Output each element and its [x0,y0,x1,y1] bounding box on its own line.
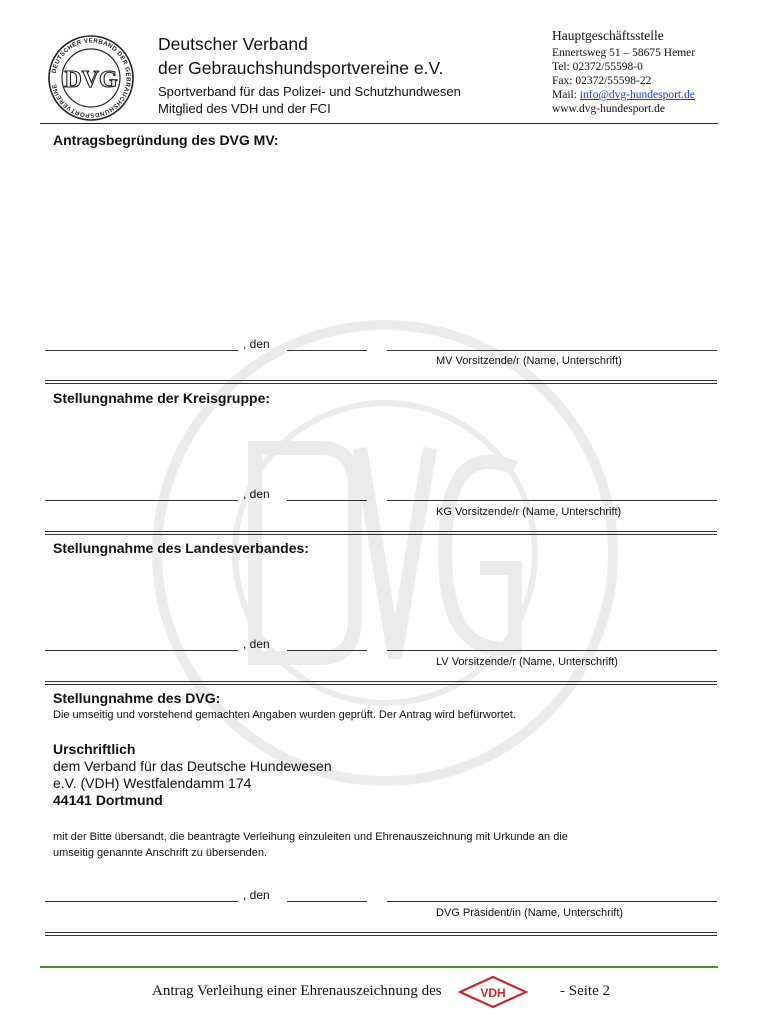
page-number: - Seite 2 [560,983,610,999]
hq-address: Ennertsweg 51 – 58675 Hemer [552,47,696,59]
kg-section-title: Stellungnahme der Kreisgruppe: [53,390,271,406]
footer-rule [40,966,718,968]
dvg-den-label: , den [243,888,270,902]
org-subtitle [158,83,461,117]
kg-section-divider [45,531,717,535]
hq-tel: Tel: 02372/55598-0 [552,61,643,73]
kg-signature-caption: KG Vorsitzende/r (Name, Unterschrift) [436,506,622,518]
vdh-logo [458,975,528,1009]
forwarding-note-line1: mit der Bitte übersandt, die beantragte Verleihung einzuleiten und Ehrenauszeichnung mit Urkunde an die [53,831,568,843]
kg-signature-line[interactable] [387,500,717,501]
dvg-approval-text: Die umseitig und vorstehend gemachten Angaben wurden geprüft. Der Antrag wird befürwortet. [53,709,516,721]
vdh-logo-text: VDH [480,986,506,1000]
dvg-place-line[interactable] [45,901,238,902]
lv-date-line[interactable] [287,650,367,651]
dvg-logo [47,34,135,122]
dvg-signature-caption: DVG Präsident/in (Name, Unterschrift) [436,907,624,919]
hq-title: Hauptgeschäftsstelle [552,28,664,43]
hq-web: www.dvg-hundesport.de [552,103,665,115]
kg-date-line[interactable] [287,500,367,501]
kg-den-label: , den [243,487,270,501]
lv-signature-caption: LV Vorsitzende/r (Name, Unterschrift) [436,656,618,668]
addr-line2: dem Verband für das Deutsche Hundewesen [53,758,332,774]
mv-place-line[interactable] [45,350,238,351]
addr-line1: Urschriftlich [53,741,136,757]
mv-section-title: Antragsbegründung des DVG MV: [53,132,279,148]
logo-ring-text: DEUTSCHER VERBAND DER GEBRAUCHSHUNDSPORTVEREINE [50,37,132,119]
vdh-address-block [53,741,332,809]
lv-place-line[interactable] [45,650,238,651]
dvg-signature-line[interactable] [387,901,717,902]
mv-signature-line[interactable] [387,350,717,351]
org-name [158,32,443,80]
mv-date-line[interactable] [287,350,367,351]
footer-text: Antrag Verleihung einer Ehrenauszeichnung des [152,983,442,999]
org-name-line2: der Gebrauchshundsportvereine e.V. [158,58,444,78]
org-subtitle-line2: Mitglied des VDH und der FCI [158,101,331,116]
hq-mail-row [552,88,695,102]
lv-section-title: Stellungnahme des Landesverbandes: [53,540,309,556]
org-name-line1: Deutscher Verband [158,34,308,54]
forwarding-note [53,829,693,861]
hq-fax: Fax: 02372/55598-22 [552,75,652,87]
addr-line3: e.V. (VDH) Westfalendamm 174 [53,775,252,791]
hq-contact [552,46,695,116]
mv-den-label: , den [243,337,270,351]
dvg-section-divider [45,932,717,936]
hq-mail-label: Mail: [552,89,580,101]
logo-center-text: DVG [64,67,118,93]
forwarding-note-line2: umseitig genannte Anschrift zu übersenden. [53,847,268,859]
dvg-section-title: Stellungnahme des DVG: [53,690,221,706]
lv-den-label: , den [243,637,270,651]
org-subtitle-line1: Sportverband für das Polizei- und Schutzhundwesen [158,84,461,99]
header-rule [40,123,718,124]
lv-signature-line[interactable] [387,650,717,651]
kg-place-line[interactable] [45,500,238,501]
lv-section-divider [45,681,717,685]
hq-mail-link[interactable]: info@dvg-hundesport.de [579,89,695,101]
dvg-date-line[interactable] [287,901,367,902]
mv-signature-caption: MV Vorsitzende/r (Name, Unterschrift) [436,355,622,367]
mv-section-divider [45,380,717,384]
addr-line4: 44141 Dortmund [53,792,163,808]
